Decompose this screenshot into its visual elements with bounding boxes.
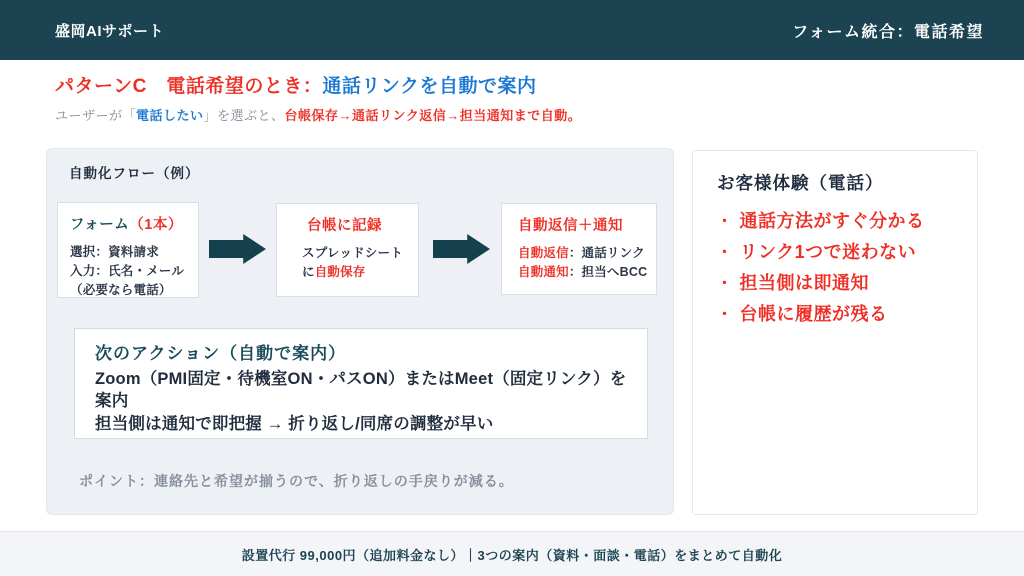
automation-flow-panel [46,148,674,515]
next-action-body [95,368,627,435]
page-title-red-part: パターンC 電話希望のとき： [55,76,323,97]
bullet-marker: ・ [717,274,733,292]
point-note: ポイント：連絡先と希望が揃うので、折り返しの手戻りが減る。 [79,473,514,489]
flow-step-ledger [276,203,419,297]
next-action-title: 次のアクション（自動で案内） [95,344,347,363]
experience-bullet-text: 担当側は即通知 [739,273,870,293]
flow-step-form [57,202,199,298]
footer-text: 設置代行 99,000円（追加料金なし）｜3つの案内（資料・面談・電話）をまとめて自動化 [241,547,783,563]
flow-step-form-title [70,213,192,234]
flow-step-reply-line-rest: ：通話リンク [568,246,645,260]
page-title-blue-part: 通話リンクを自動で案内 [322,76,537,97]
flow-step-form-title-accent: （1本） [129,217,183,233]
flow-step-ledger-line-1: スプレッドシート [302,246,403,260]
experience-bullet-text: 台帳に履歴が残る [739,304,888,324]
flow-arrow-right-icon [433,234,490,264]
flow-step-ledger-body [277,244,412,282]
bullet-marker: ・ [717,212,733,230]
subtitle [55,105,581,124]
brand-title: 盛岡AIサポート [55,22,165,40]
customer-experience-panel [692,150,978,515]
flow-step-notify-line-red: 自動通知 [518,264,569,279]
header-bar [0,0,1024,60]
flow-arrow-right-icon [209,234,266,264]
customer-experience-list [717,212,961,323]
flow-step-form-body [70,243,192,299]
flow-step-reply-line-red: 自動返信 [518,246,569,260]
flow-step-ledger-title: 台帳に記録 [307,218,382,234]
subtitle-red-highlight: 台帳保存→通話リンク返信→担当通知まで自動。 [284,108,582,123]
bullet-marker: ・ [717,243,733,261]
flow-step-ledger-line-2-red: 自動保存 [314,264,366,279]
subtitle-gray-2: 」を選ぶと、 [203,108,285,123]
experience-bullet-text: 通話方法がすぐ分かる [739,211,925,231]
flow-step-ledger-line-2-pre: に [302,264,315,279]
next-action-line-2: 担当側は通知で即把握 → 折り返し/同席の調整が早い [95,414,494,433]
flow-step-reply-line [518,244,656,263]
bullet-marker: ・ [717,305,733,323]
flow-step-reply-notify-body [518,244,656,282]
next-action-line-1: Zoom（PMI固定・待機室ON・パスON）またはMeet（固定リンク）を案内 [95,370,627,411]
flow-step-reply-notify [501,203,657,295]
flow-step-notify-line [518,263,656,282]
experience-bullet-item [717,274,961,292]
experience-bullet-item [717,305,961,323]
customer-experience-title: お客様体験（電話） [717,173,884,193]
experience-bullet-item [717,243,961,261]
footer-bar [0,531,1024,576]
page-title [55,71,536,98]
flow-step-ledger-line-2 [302,263,412,282]
experience-bullet-text: リンク1つで迷わない [739,242,917,262]
subtitle-blue-highlight: 電話したい [136,108,204,123]
flow-step-form-line-3: （必要なら電話） [70,282,172,297]
page-label: フォーム統合：電話希望 [792,23,984,41]
flow-step-notify-line-rest: ：担当へBCC [568,264,648,279]
experience-bullet-item [717,212,961,230]
flow-step-form-title-main: フォーム [70,217,130,233]
flow-step-form-line-1: 選択：資料請求 [70,245,159,259]
flow-panel-label: 自動化フロー（例） [69,166,200,181]
subtitle-gray-1: ユーザーが「 [55,108,137,123]
flow-step-reply-notify-title: 自動返信＋通知 [518,218,623,234]
next-action-box [74,328,648,439]
flow-step-form-line-2: 入力：氏名・メール [70,263,185,278]
